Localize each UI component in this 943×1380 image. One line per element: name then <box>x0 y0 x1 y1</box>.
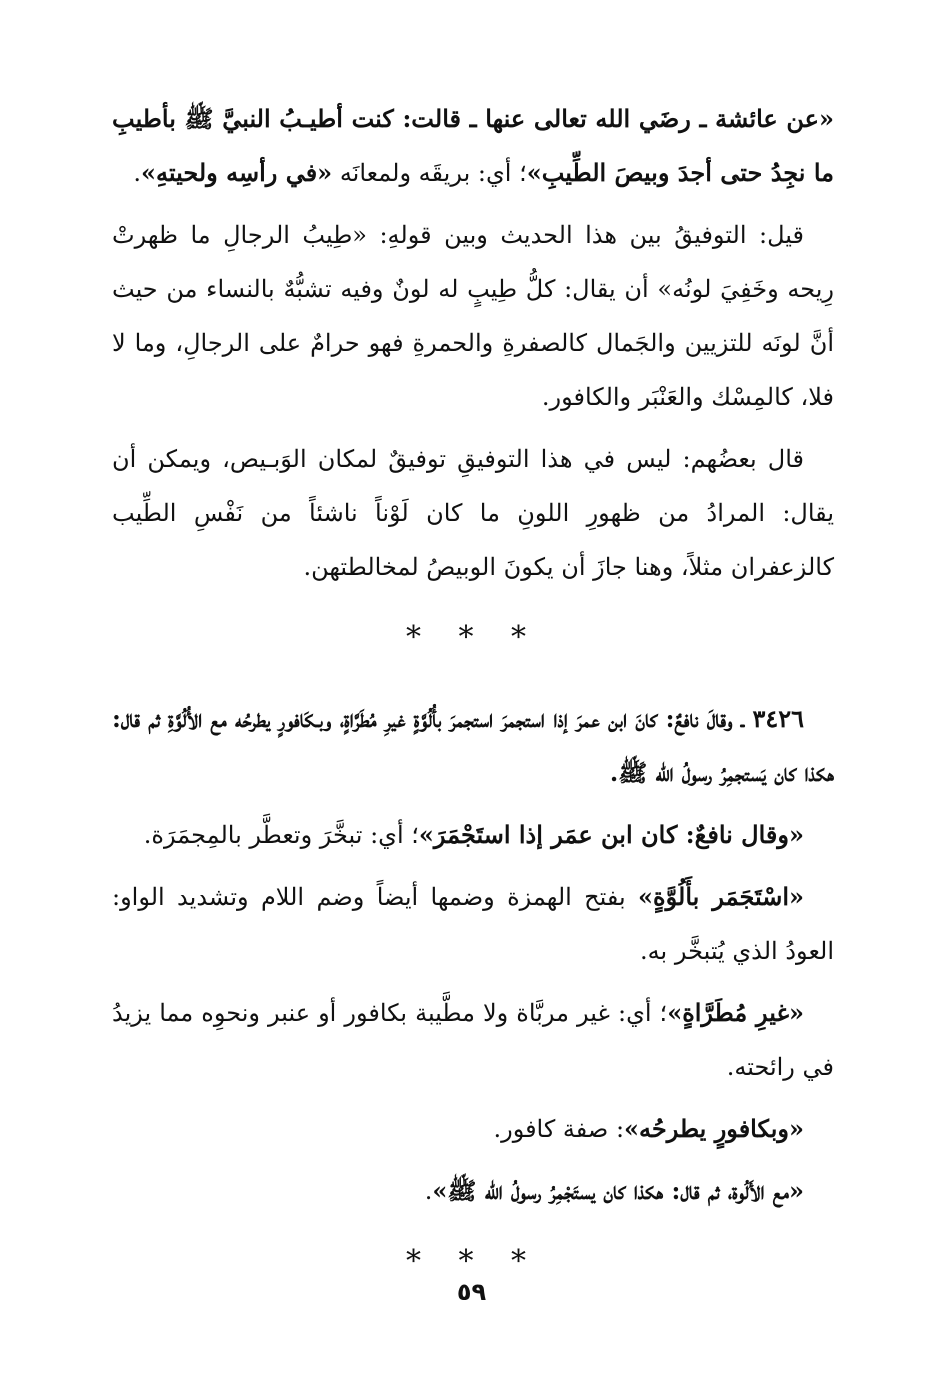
paragraph-7 <box>112 1102 834 1156</box>
paragraph-6 <box>112 986 834 1094</box>
paragraph-4 <box>112 808 834 862</box>
period: . <box>424 1177 433 1205</box>
hadith-quote: «اسْتَجَمَر بأَلُوَّةٍ» <box>638 882 804 911</box>
explanation-text: : صفة كافور. <box>493 1115 625 1143</box>
paragraph-8 <box>112 1164 834 1218</box>
paragraph-3: قال بعضُهم: ليس في هذا التوفيقِ توفيقٌ لمكان الوَبـيص، ويمكن أن يقال: المرادُ من ظهورِ اللونِ ما كان لَوْناً ناشئاً من نَفْسِ الطِّيب كالزعفران مثلاً، وهنا جازَ أن يكونَ الوبيصُ لمخالطتهن. <box>112 445 834 581</box>
hadith-quote: «في رأسِه ولحيتهِ» <box>141 158 333 187</box>
explanation-text: ؛ أي: غير مربَّاة ولا مطَّيبة بكافور أو عنبر ونحوِه مما يزيدُ في رائحته. <box>112 999 834 1081</box>
explanation-text: ؛ أي: بريقَه ولمعانَه <box>332 159 527 187</box>
period: . <box>133 159 142 187</box>
hadith-quote: «وقال نافعٌ: كان ابن عمَر إذا استَجْمَرَ» <box>418 820 804 849</box>
paragraph-5 <box>112 870 834 978</box>
section-divider: * * * <box>405 620 541 655</box>
hadith-quote: «عن عائشة ـ رضَي الله تعالى عنها ـ قالت: كنت أطيـبُ النبيَّ ﷺ بأطيبِ ما نجِدُ حتى أجدَ وبيصَ الطِّيبِ» <box>112 104 834 187</box>
hadith-3426: ٣٤٢٦ ـ وقالَ نافعٌ: كانَ ابن عمرَ إذا استجمرَ استجمرَ بأُلُوَّةٍ غيرِ مُطَرَّاةٍ، وبـكَافورٍ يطرحُه مع الأُلُوَّةِ ثم قال: هكذا كان يَستجمِرُ رسولُ الله ﷺ. <box>112 704 834 787</box>
page-number: ٥٩ <box>456 1278 487 1306</box>
paragraph-2: قيل: التوفيقُ بين هذا الحديث وبين قولهِ: «طِيبُ الرجالِ ما ظهرتْ رِيحه وخَفِيَ لونُه» أن يقال: كلُّ طِيبٍ له لونٌ وفيه تشبُّهٌ بالنساء من حيث أنَّ لونَه للتزيين والجَمال كالصفرةِ والحمرةِ فهو حرامٌ على الرجالِ، وما لا فلا، كالمِسْك والعَنْبَر والكافور. <box>112 221 834 411</box>
page-body <box>112 92 834 1316</box>
explanation-text: بفتح الهمزة وضمها أيضاً وضم اللام وتشديد الواو: العودُ الذي يُتبخَّر به. <box>112 883 834 965</box>
section-divider: * * * <box>405 1244 541 1279</box>
hadith-quote: «مع الأَلُوة، ثم قال: هكذا كان يستَجْمِرُ رسولُ الله ﷺ» <box>432 1176 804 1205</box>
explanation-text: ؛ أي: تبخَّرَ وتعطَّر بالمِجمَرَة. <box>143 821 419 849</box>
paragraph-1 <box>112 92 834 200</box>
hadith-quote: «غيرِ مُطَرَّاةٍ» <box>667 998 804 1027</box>
hadith-quote: «وبكافورٍ يطرحُه» <box>624 1114 804 1143</box>
